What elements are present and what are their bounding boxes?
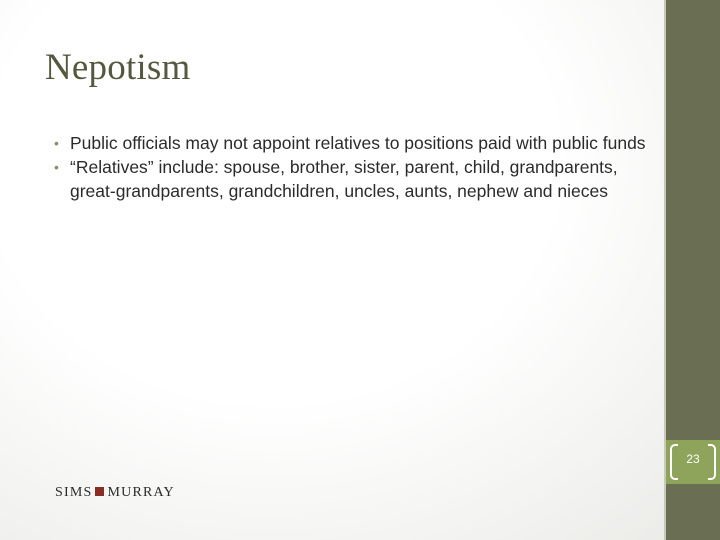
page-number: 23 — [686, 452, 700, 466]
page-number-box — [666, 440, 720, 484]
bullet-marker: • — [54, 159, 59, 175]
bracket-right-icon — [708, 444, 716, 480]
bullet-item — [54, 155, 654, 203]
bullet-text: “Relatives” include: spouse, brother, sister, parent, child, grandparents, great-grandparents, grandchildren, uncles, aunts, nephew and nieces — [70, 157, 618, 201]
slide-title: Nepotism — [45, 47, 191, 88]
logo-text-left: SIMS — [55, 485, 93, 500]
bullet-item — [54, 131, 654, 155]
logo-square-icon — [95, 487, 104, 496]
bullet-list — [54, 131, 654, 203]
bullet-text: Public officials may not appoint relatives to positions paid with public funds — [70, 133, 646, 153]
sims-murray-logo — [55, 485, 175, 501]
logo-text-right: MURRAY — [107, 485, 175, 500]
bullet-marker: • — [54, 135, 59, 151]
